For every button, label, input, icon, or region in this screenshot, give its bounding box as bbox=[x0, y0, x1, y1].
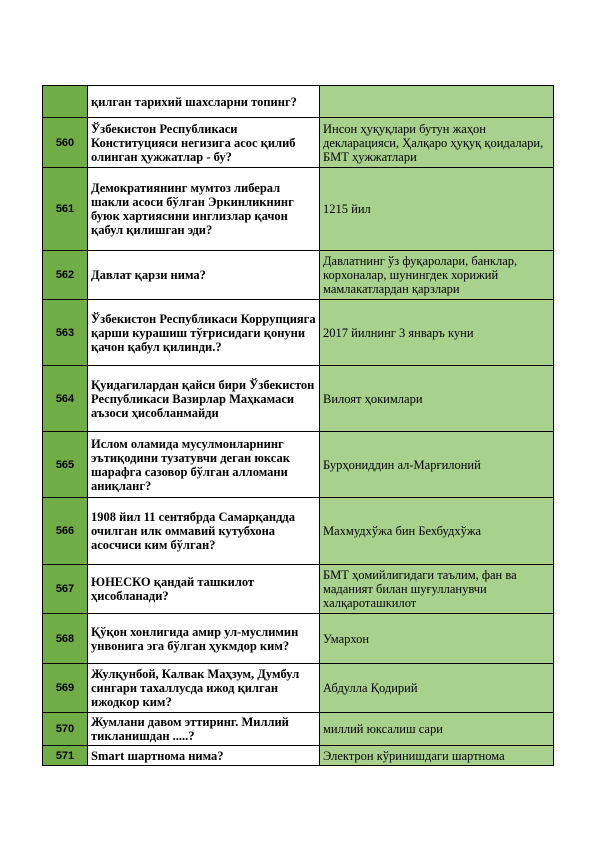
question-cell: ЮНЕСКО қандай ташкилот ҳисобланади? bbox=[88, 565, 320, 614]
question-cell: Жулқунбой, Калвак Маҳзум, Думбул сингари тахаллусда ижод қилган ижодкор ким? bbox=[88, 664, 320, 713]
row-number: 566 bbox=[43, 498, 88, 565]
answer-cell: Вилоят ҳокимлари bbox=[320, 366, 554, 432]
row-number: 564 bbox=[43, 366, 88, 432]
row-number: 568 bbox=[43, 614, 88, 664]
question-cell: Ўзбекистон Республикаси Коррупцияга қарши курашиш тўғрисидаги қонуни қачон қабул қилинди.? bbox=[88, 300, 320, 366]
table-row bbox=[43, 432, 554, 498]
answer-cell: Инсон ҳуқуқлари бутун жаҳон декларацияси, Ҳалқаро ҳуқуқ қоидалари, БМТ ҳужжатлари bbox=[320, 118, 554, 168]
answer-cell: Бурҳониддин ал-Марғилоний bbox=[320, 432, 554, 498]
answer-cell: миллий юксалиш сари bbox=[320, 713, 554, 746]
answer-cell: Махмудхўжа бин Бехбудхўжа bbox=[320, 498, 554, 565]
table-row bbox=[43, 168, 554, 251]
table-row bbox=[43, 251, 554, 300]
row-number: 563 bbox=[43, 300, 88, 366]
table-row bbox=[43, 300, 554, 366]
answer-cell: 1215 йил bbox=[320, 168, 554, 251]
table-row bbox=[43, 713, 554, 746]
table-row bbox=[43, 664, 554, 713]
question-cell: Ўзбекистон Республикаси Конституцияси негизига асос қилиб олинган ҳужжатлар - бу? bbox=[88, 118, 320, 168]
table-row bbox=[43, 614, 554, 664]
question-cell: Жумлани давом эттиринг. Миллий тикланишдан .....? bbox=[88, 713, 320, 746]
table-row bbox=[43, 498, 554, 565]
row-number: 567 bbox=[43, 565, 88, 614]
question-cell: Ислом оламида мусулмонларнинг эътиқодини тузатувчи деган юксак шарафга сазовор бўлган алломани аниқланг? bbox=[88, 432, 320, 498]
questions-table-body bbox=[43, 86, 554, 766]
answer-cell: Давлатнинг ўз фуқаролари, банклар, корхоналар, шунингдек хорижий мамлакатлардан қарзлари bbox=[320, 251, 554, 300]
question-cell: 1908 йил 11 сентябрда Самарқандда очилган илк оммавий кутубхона асосчиси ким бўлган? bbox=[88, 498, 320, 565]
table-row bbox=[43, 366, 554, 432]
row-number: 561 bbox=[43, 168, 88, 251]
table-row bbox=[43, 86, 554, 118]
table-row bbox=[43, 118, 554, 168]
question-cell: Давлат қарзи нима? bbox=[88, 251, 320, 300]
answer-cell: Электрон кўринишдаги шартнома bbox=[320, 746, 554, 766]
table-row bbox=[43, 565, 554, 614]
row-number: 565 bbox=[43, 432, 88, 498]
answer-cell: Умархон bbox=[320, 614, 554, 664]
row-number: 562 bbox=[43, 251, 88, 300]
question-cell: Қуидагилардан қайси бири Ўзбекистон Республикаси Вазирлар Маҳкамаси аъзоси ҳисобланмайди bbox=[88, 366, 320, 432]
row-number: 570 bbox=[43, 713, 88, 746]
question-cell: Демократиянинг мумтоз либерал шакли асоси бўлган Эркинликнинг буюк хартиясини инглизлар қачон қабул қилишган эди? bbox=[88, 168, 320, 251]
row-number: 560 bbox=[43, 118, 88, 168]
question-cell: қилган тарихий шахсларни топинг? bbox=[88, 86, 320, 118]
table-row bbox=[43, 746, 554, 766]
row-number: 569 bbox=[43, 664, 88, 713]
questions-table bbox=[42, 85, 554, 766]
answer-cell: Абдулла Қодирий bbox=[320, 664, 554, 713]
row-number: 571 bbox=[43, 746, 88, 766]
question-cell: Smart шартнома нима? bbox=[88, 746, 320, 766]
answer-cell bbox=[320, 86, 554, 118]
row-number bbox=[43, 86, 88, 118]
question-cell: Қўқон хонлигида амир ул-муслимин унвонига эга бўлган ҳукмдор ким? bbox=[88, 614, 320, 664]
answer-cell: 2017 йилнинг 3 январъ куни bbox=[320, 300, 554, 366]
answer-cell: БМТ ҳомийлигидаги таълим, фан ва маданият билан шуғулланувчи халқароташкилот bbox=[320, 565, 554, 614]
